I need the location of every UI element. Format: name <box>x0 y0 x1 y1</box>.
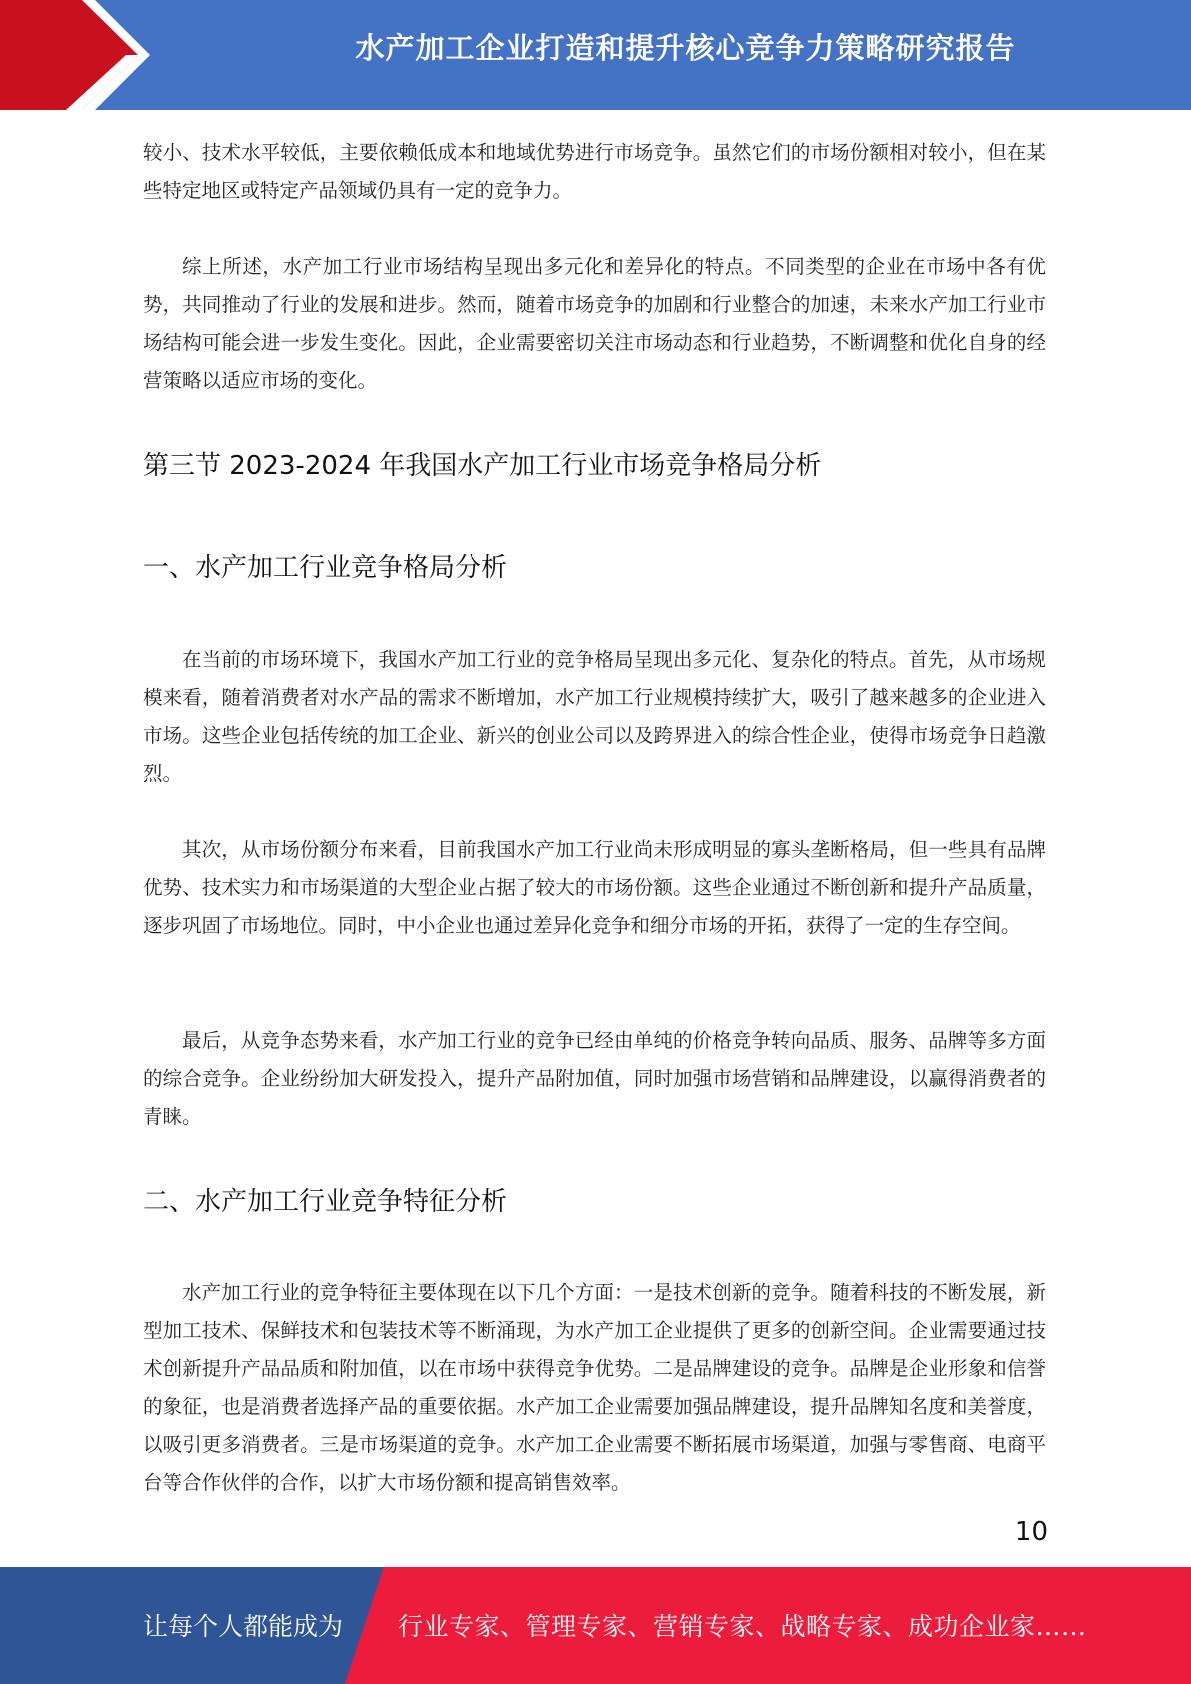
paragraph-summary: 综上所述，水产加工行业市场结构呈现出多元化和差异化的特点。不同类型的企业在市场中各有优势，共同推动了行业的发展和进步。然而，随着市场竞争的加剧和行业整合的加速，未来水产加工行业市场结构可能会进一步发生变化。因此，企业需要密切关注市场动态和行业趋势，不断调整和优化自身的经营策略以适应市场的变化。 <box>143 255 1046 392</box>
paragraph-market-share: 其次，从市场份额分布来看，目前我国水产加工行业尚未形成明显的寡头垄断格局，但一些具有品牌优势、技术实力和市场渠道的大型企业占据了较大的市场份额。这些企业通过不断创新和提升产品质量，逐步巩固了市场地位。同时，中小企业也通过差异化竞争和细分市场的开拓，获得了一定的生存空间。 <box>143 838 1046 937</box>
paragraph-competition-features: 水产加工行业的竞争特征主要体现在以下几个方面：一是技术创新的竞争。随着科技的不断发展，新型加工技术、保鲜技术和包装技术等不断涌现，为水产加工企业提供了更多的创新空间。企业需要通过技术创新提升产品品质和附加值，以在市场中获得竞争优势。二是品牌建设的竞争。品牌是企业形象和信誉的象征，也是消费者选择产品的重要依据。水产加工企业需要加强品牌建设，提升品牌知名度和美誉度，以吸引更多消费者。三是市场渠道的竞争。水产加工企业需要不断拓展市场渠道，加强与零售商、电商平台等合作伙伴的合作，以扩大市场份额和提高销售效率。 <box>143 1281 1046 1494</box>
footer-slogan-left: 让每个人都能成为 <box>143 1612 344 1641</box>
section-heading: 第三节 2023-2024 年我国水产加工行业市场竞争格局分析 <box>143 451 822 481</box>
paragraph-continuation: 较小、技术水平较低，主要依赖低成本和地域优势进行市场竞争。虽然它们的市场份额相对较小，但在某些特定地区或特定产品领域仍具有一定的竞争力。 <box>143 141 1046 202</box>
report-title: 水产加工企业打造和提升核心竞争力策略研究报告 <box>355 31 1016 65</box>
subsection-heading-competition-features: 二、水产加工行业竞争特征分析 <box>143 1187 508 1217</box>
page-footer <box>0 1567 1191 1684</box>
page-header <box>0 0 1191 110</box>
paragraph-market-environment: 在当前的市场环境下，我国水产加工行业的竞争格局呈现出多元化、复杂化的特点。首先，从市场规模来看，随着消费者对水产品的需求不断增加，水产加工行业规模持续扩大，吸引了越来越多的企业进入市场。这些企业包括传统的加工企业、新兴的创业公司以及跨界进入的综合性企业，使得市场竞争日趋激烈。 <box>143 648 1046 785</box>
paragraph-competition-trend: 最后，从竞争态势来看，水产加工行业的竞争已经由单纯的价格竞争转向品质、服务、品牌等多方面的综合竞争。企业纷纷加大研发投入，提升产品附加值，同时加强市场营销和品牌建设，以赢得消费者的青睐。 <box>143 1029 1046 1128</box>
footer-slogan-right: 行业专家、管理专家、营销专家、战略专家、成功企业家…… <box>398 1612 1087 1641</box>
page-number: 10 <box>1014 1517 1048 1547</box>
subsection-heading-competition-pattern: 一、水产加工行业竞争格局分析 <box>143 553 508 583</box>
